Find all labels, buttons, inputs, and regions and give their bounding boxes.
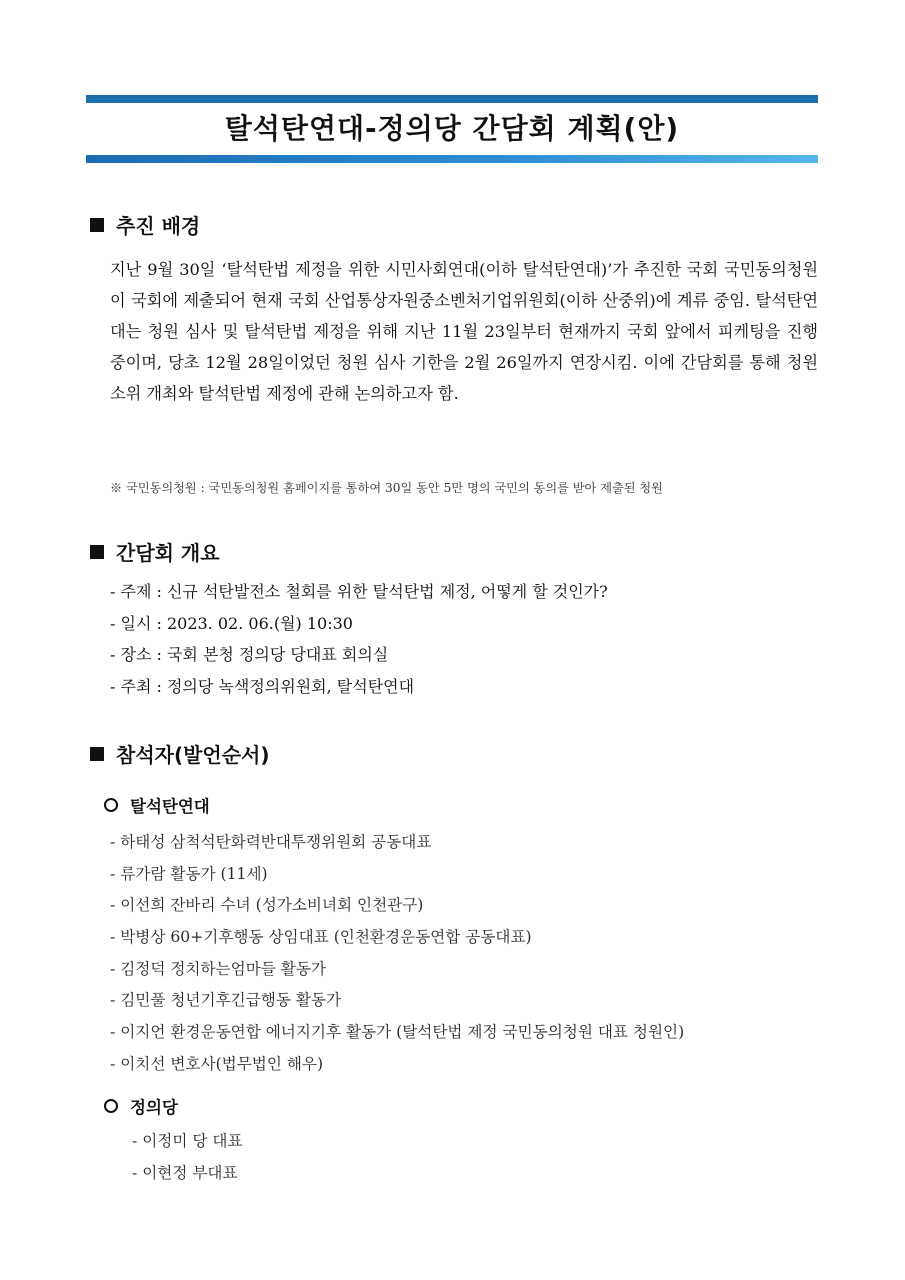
background-paragraph: 지난 9월 30일 ‘탈석탄법 제정을 위한 시민사회연대(이하 탈석탄연대)’가 추진한 국회 국민동의청원이 국회에 제출되어 현재 국회 산업통상자원중소벤처기업위원회(이하 산중위)에 계류 중임. 탈석탄연대는 청원 심사 및 탈석탄법 제정을 위해 지난 11월 23일부터 현재까지 국회 앞에서 피케팅을 진행 중이며, 당초 12월 28일이었던 청원 심사 기한을 2월 26일까지 연장시킴. 이에 간담회를 통해 청원 소위 개최와 탈석탄법 제정에 관해 논의하고자 함. bbox=[110, 260, 818, 403]
group-heading-party bbox=[104, 1094, 178, 1118]
title-top-rule bbox=[86, 95, 818, 103]
overview-item-datetime: - 일시 : 2023. 02. 06.(월) 10:30 bbox=[110, 613, 353, 633]
circle-bullet-icon bbox=[104, 798, 118, 812]
list-item: - 이선희 잔바리 수녀 (성가소비녀회 인천관구) bbox=[110, 896, 424, 915]
overview-item-topic: - 주제 : 신규 석탄발전소 철회를 위한 탈석탄법 제정, 어떻게 할 것인가? bbox=[110, 582, 608, 601]
overview-item-host: - 주최 : 정의당 녹색정의위원회, 탈석탄연대 bbox=[110, 677, 415, 697]
coalition-member-list bbox=[110, 827, 684, 1081]
group-heading-coalition bbox=[104, 793, 210, 817]
section-attendees-heading bbox=[90, 739, 270, 768]
group-name: 정의당 bbox=[130, 1098, 178, 1117]
document-title: 탈석탄연대-정의당 간담회 계획(안) bbox=[224, 112, 680, 145]
list-item: - 이지언 환경운동연합 에너지기후 활동가 (탈석탄법 제정 국민동의청원 대표 청원인) bbox=[110, 1023, 685, 1042]
section-background-title: 추진 배경 bbox=[116, 214, 201, 238]
list-item: - 하태성 삼척석탄화력반대투쟁위원회 공동대표 bbox=[110, 833, 432, 851]
petition-footnote: ※ 국민동의청원 : 국민동의청원 홈페이지를 통하여 30일 동안 5만 명의 국민의 동의를 받아 제출된 청원 bbox=[110, 481, 663, 495]
square-bullet-icon bbox=[90, 218, 104, 232]
list-item: - 김민풀 청년기후긴급행동 활동가 bbox=[110, 991, 342, 1010]
section-overview-title: 간담회 개요 bbox=[116, 541, 220, 565]
square-bullet-icon bbox=[90, 545, 104, 559]
party-member-list bbox=[132, 1126, 243, 1189]
circle-bullet-icon bbox=[104, 1099, 118, 1113]
section-attendees-title: 참석자(발언순서) bbox=[116, 743, 270, 767]
overview-list bbox=[110, 576, 608, 703]
group-name: 탈석탄연대 bbox=[130, 797, 210, 816]
overview-item-place: - 장소 : 국회 본청 정의당 당대표 회의실 bbox=[110, 645, 389, 665]
square-bullet-icon bbox=[90, 747, 104, 761]
section-overview-heading bbox=[90, 537, 220, 566]
section-background-heading bbox=[90, 210, 200, 239]
list-item: - 류가람 활동가 (11세) bbox=[110, 864, 268, 883]
list-item: - 김정덕 정치하는엄마들 활동가 bbox=[110, 959, 326, 978]
list-item: - 이치선 변호사(법무법인 해우) bbox=[110, 1054, 324, 1073]
list-item: - 박병상 60+기후행동 상임대표 (인천환경운동연합 공동대표) bbox=[110, 928, 532, 947]
list-item: - 이현정 부대표 bbox=[132, 1163, 238, 1182]
title-bottom-rule bbox=[86, 155, 818, 163]
list-item: - 이정미 당 대표 bbox=[132, 1132, 243, 1150]
